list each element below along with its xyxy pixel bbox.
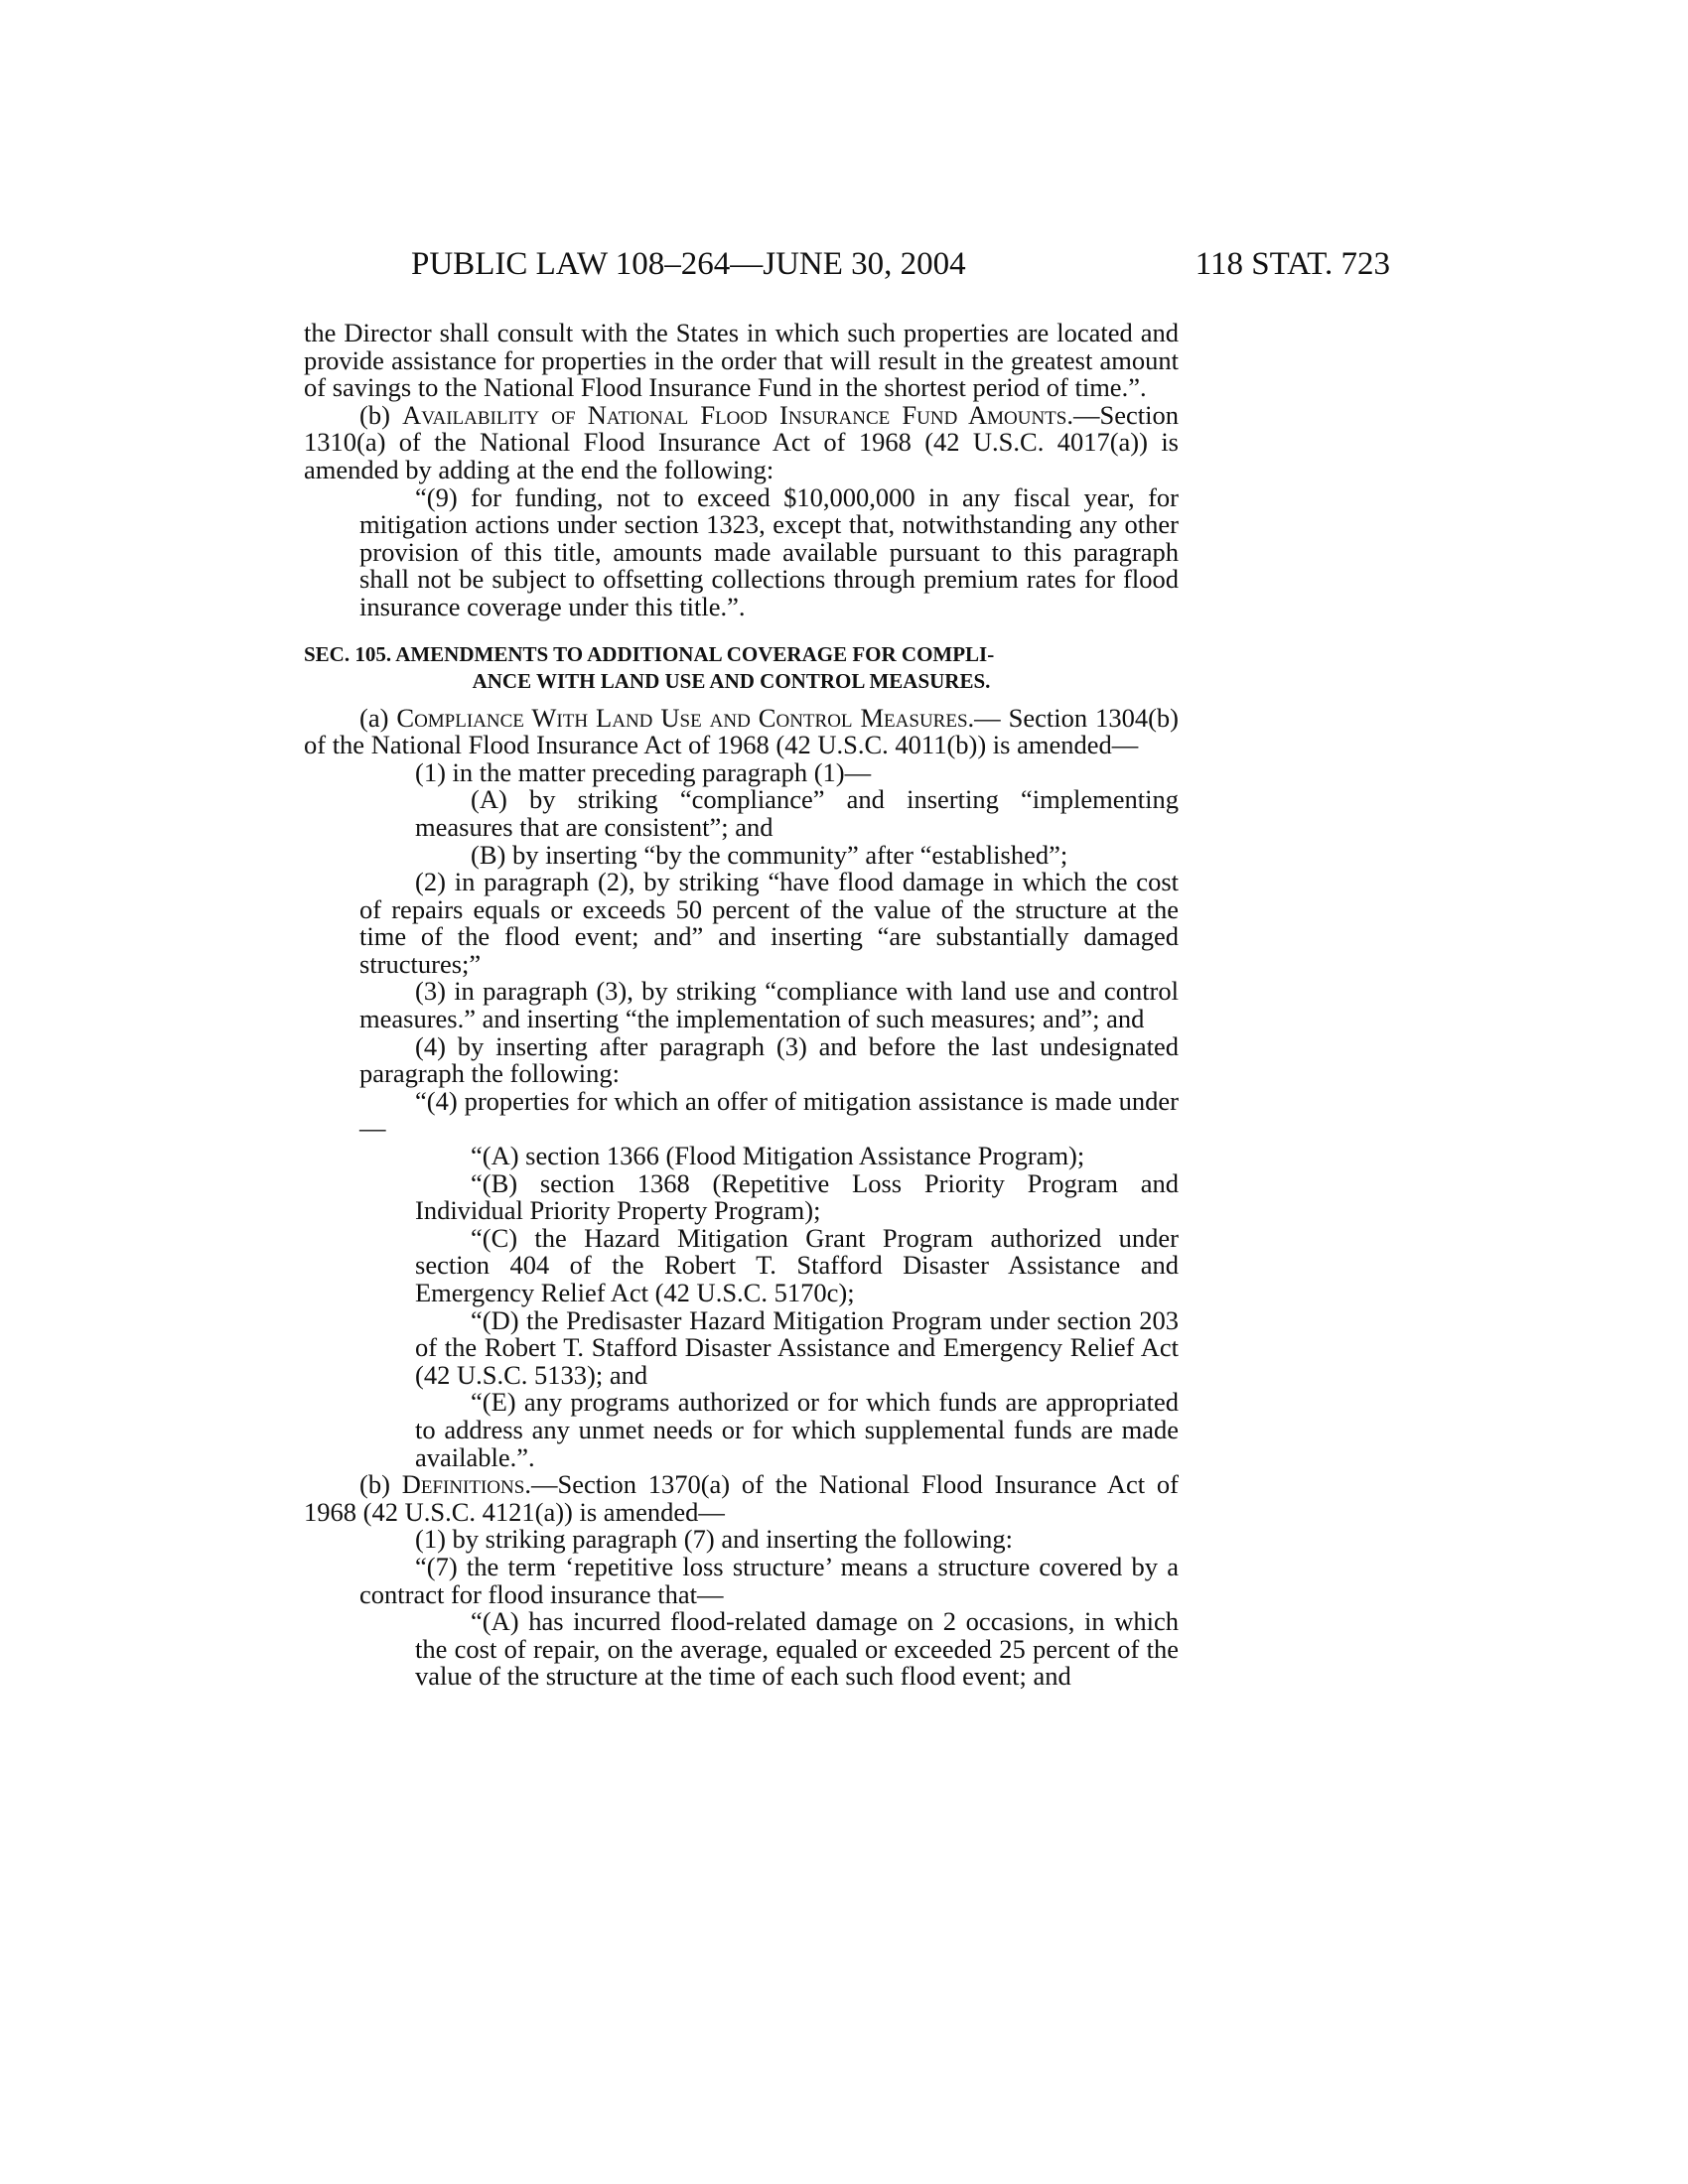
paragraph: (B) by inserting “by the community” after “established”; xyxy=(471,839,1068,870)
paragraph-subsection-b-definitions xyxy=(304,1471,1179,1526)
section-heading-line: SEC. 105. AMENDMENTS TO ADDITIONAL COVERAGE FOR COMPLI- xyxy=(304,641,995,666)
section-heading xyxy=(304,641,1179,695)
paragraph: “(B) section 1368 (Repetitive Loss Priority Program and Individual Priority Property Program); xyxy=(415,1167,1179,1226)
subsection-heading: Availability of National Flood Insurance Fund Amounts. xyxy=(402,399,1073,430)
paragraph: “(7) the term ‘repetitive loss structure’ means a structure covered by a contract for flood insurance that— xyxy=(359,1551,1179,1609)
subsection-label: (b) xyxy=(359,1469,402,1500)
subsection-label: (b) xyxy=(359,399,403,430)
paragraph: “(C) the Hazard Mitigation Grant Program authorized under section 404 of the Robert T. Stafford Disaster Assistance and Emergency Relief Act (42 U.S.C. 5170c); xyxy=(415,1222,1179,1307)
body-text xyxy=(304,320,1179,1691)
subsection-text: —Section 1370(a) of the National Flood Insurance Act of 1968 (42 U.S.C. 4121(a)) is amended— xyxy=(304,1469,1179,1527)
paragraph: (A) by striking “compliance” and inserting “implementing measures that are consistent”; and xyxy=(415,784,1179,842)
subsection-label: (a) xyxy=(359,702,397,733)
section-heading-line: ANCE WITH LAND USE AND CONTROL MEASURES. xyxy=(472,668,991,693)
paragraph: (1) by striking paragraph (7) and inserting the following: xyxy=(415,1524,1013,1555)
paragraph: (4) by inserting after paragraph (3) and before the last undesignated paragraph the following: xyxy=(359,1030,1179,1089)
running-header xyxy=(298,244,1390,284)
paragraph: “(D) the Predisaster Hazard Mitigation Program under section 203 of the Robert T. Stafford Disaster Assistance and Emergency Relief Act (42 U.S.C. 5133); and xyxy=(415,1304,1179,1390)
paragraph: the Director shall consult with the States in which such properties are located and provide assistance for properties in the order that will result in the greatest amount of savings to the National Flood Insurance Fund in the shortest period of time.”. xyxy=(304,318,1179,403)
paragraph-subsection-b xyxy=(304,399,1179,484)
paragraph: “(E) any programs authorized or for which funds are appropriated to address any unmet needs or for which supplemental funds are made available.”. xyxy=(415,1387,1179,1472)
subsection-heading: Definitions. xyxy=(401,1469,531,1500)
paragraph-quoted: “(9) for funding, not to exceed $10,000,000 in any fiscal year, for mitigation actions under section 1323, except that, notwithstanding any other provision of this title, amounts made available pursuant to this paragraph shall not be subject to offsetting collections through premium rates for flood insurance coverage under this title.”. xyxy=(359,481,1179,621)
paragraph: (1) in the matter preceding paragraph (1)— xyxy=(415,756,872,787)
subsection-text: — Section 1304(b) of the National Flood Insurance Act of 1968 (42 U.S.C. 4011(b)) is amended— xyxy=(304,702,1179,760)
paragraph-subsection-a xyxy=(304,702,1179,760)
subsection-text: —Section 1310(a) of the National Flood Insurance Act of 1968 (42 U.S.C. 4017(a)) is amended by adding at the end the following: xyxy=(304,399,1179,484)
paragraph: (2) in paragraph (2), by striking “have flood damage in which the cost of repairs equals or exceeds 50 percent of the value of the structure at the time of the flood event; and” and inserting “are substantially damaged structures;” xyxy=(359,867,1179,979)
paragraph: “(A) has incurred flood-related damage on 2 occasions, in which the cost of repair, on the average, equaled or exceeded 25 percent of the value of the structure at the time of each such flood event; and xyxy=(415,1606,1179,1692)
stat-page-number: 118 STAT. 723 xyxy=(1195,246,1390,282)
law-title: PUBLIC LAW 108–264—JUNE 30, 2004 xyxy=(411,246,966,282)
paragraph: “(4) properties for which an offer of mitigation assistance is made under— xyxy=(359,1085,1179,1144)
paragraph: “(A) section 1366 (Flood Mitigation Assistance Program); xyxy=(471,1141,1085,1171)
subsection-heading: Compliance With Land Use and Control Measures. xyxy=(396,702,975,733)
paragraph: (3) in paragraph (3), by striking “compliance with land use and control measures.” and inserting “the implementation of such measures; and”; and xyxy=(359,976,1179,1034)
